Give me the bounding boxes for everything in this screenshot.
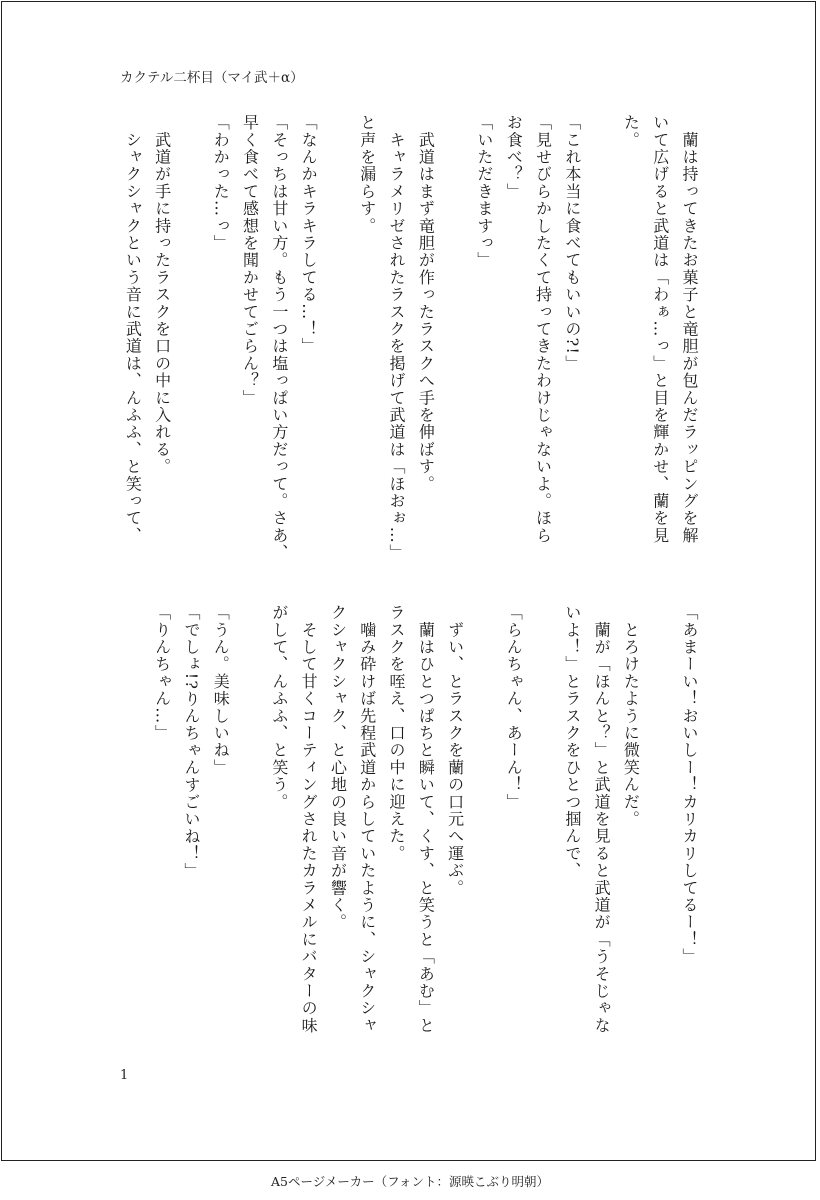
text-line: とろけたように微笑んだ。 (621, 604, 641, 828)
text-line: 「あまーい！おいしー！カリカリしてるー！」 (680, 604, 699, 966)
text-line (323, 114, 352, 559)
text-line (235, 604, 264, 1054)
text-line: 「これ本当に食べてもいいの?!」 (562, 114, 582, 373)
text-line: 蘭は持ってきたお菓子と竜胆が包んだラッピングを解 (680, 114, 699, 544)
footer-caption: A5ページメーカー（フォント：源暎こぶり明朝） (271, 1174, 549, 1189)
text-line: クシャクシャク、と心地の良い音が響く。 (328, 604, 348, 931)
page-number: 1 (120, 1068, 129, 1083)
text-line: 「なんかキラキラしてる…！」 (299, 114, 319, 355)
text-line: 早く食べて感想を聞かせてごらん？」 (240, 114, 260, 407)
text-line (587, 114, 616, 559)
text-line: 噛み砕けば先程武道からしていたように、シャクシャ (357, 604, 377, 1034)
page-header: カクテル二杯目（マイ武＋α） (120, 70, 304, 86)
text-line (645, 604, 674, 1054)
text-line (177, 114, 206, 559)
text-line: 「りんちゃん…」 (152, 604, 172, 742)
text-line: ずい、とラスクを蘭の口元へ運ぶ。 (445, 604, 465, 897)
text-line: お食べ？」 (504, 114, 524, 200)
text-line: がして、んふふ、と笑う。 (269, 604, 289, 811)
text-line: シャクシャクという音に武道は、んふふ、と笑って、 (123, 114, 143, 544)
text-line: た。 (621, 114, 641, 149)
text-line: 武道はまず竜胆が作ったラスクへ手を伸ばす。 (416, 114, 436, 493)
upper-text-column (118, 114, 704, 562)
text-line (440, 114, 469, 559)
text-line (528, 604, 557, 1054)
text-line: 「わかった…っ」 (211, 114, 231, 252)
text-line: 「いただきますっ」 (474, 114, 494, 269)
text-line: 武道が手に持ったラスクを口の中に入れる。 (152, 114, 172, 476)
text-line: そして甘くコーティングされたカラメルにバターの味 (299, 604, 319, 1034)
lower-text-column (147, 604, 704, 1054)
text-line: 「うん。美味しいね」 (211, 604, 231, 776)
text-line: 蘭が「ほんと？」と武道を見ると武道が「うそじゃな (592, 604, 612, 1034)
text-line: 「見せびらかしたくて持ってきたわけじゃないよ。ほら (533, 114, 553, 544)
text-line: いよ！」とラスクをひとつ掴んで、 (562, 604, 582, 880)
text-line: 「でしょ!?りんちゃんすごいね！」 (181, 604, 201, 880)
text-line: 「そっちは甘い方。もう一つは塩っぱい方だって。さあ、 (269, 114, 289, 562)
text-line: いて広げると武道は「わぁ…っ」と目を輝かせ、蘭を見 (650, 114, 670, 544)
text-line: キャラメリゼされたラスクを掲げて武道は「ほおぉ…」 (387, 114, 407, 562)
text-line (470, 604, 499, 1054)
text-line: 「らんちゃん、あーん！」 (504, 604, 524, 811)
text-line: と声を漏らす。 (357, 114, 377, 235)
text-line: ラスクを咥え、口の中に迎えた。 (387, 604, 407, 862)
text-line: 蘭はひとつぱちと瞬いて、くす、と笑うと「あむ」と (416, 604, 436, 1034)
